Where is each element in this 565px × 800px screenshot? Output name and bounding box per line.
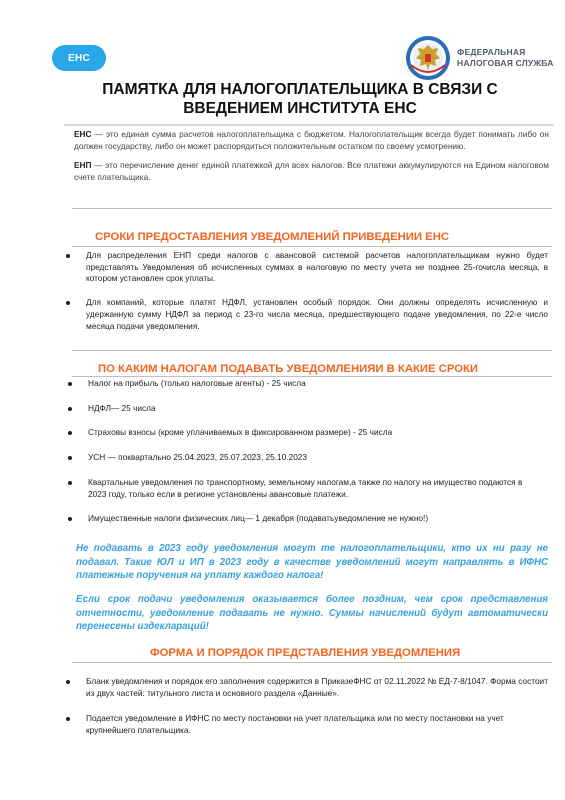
fns-emblem-icon xyxy=(405,35,451,81)
divider xyxy=(72,376,552,377)
list-item: Страховы взносы (кроме уплачиваемых в фиксированном размере) - 25 числа xyxy=(66,427,542,439)
section-heading-deadlines: СРОКИ ПРЕДОСТАВЛЕНИЯ УВЕДОМЛЕНИЙ ПРИВЕДЕНИИ ЕНС xyxy=(95,231,450,243)
section-heading-form: ФОРМА И ПОРЯДОК ПРЕДСТАВЛЕНИЯ УВЕДОМЛЕНИЯ xyxy=(150,647,461,659)
list-item: Бланк уведомления и порядок его заполнения содержится в ПриказеФНС от 02.11.2022 № ЕД-7-8/1047. Форма состоит из двух частей: титульного листа и основного раздела «Данные». xyxy=(64,676,550,699)
deadlines-list xyxy=(64,250,548,332)
list-item: Для компаний, которые платят НДФЛ, установлен особый порядок. Они должны определять исчисленную и удержанную сумму НДФЛ за период с 23-го числа месяца, предшествующего подаче уведомления, по 22-е число месяца подачи уведомления. xyxy=(64,297,548,332)
list-item: Квартальные уведомления по транспортному, земельному налогам,а также по налогу на имущество подаются в 2023 году, только если в регионе установлены авансовые платежи. xyxy=(66,477,542,500)
form-list xyxy=(64,676,550,737)
ens-badge: ЕНС xyxy=(52,45,106,71)
note-no-notification: Не подавать в 2023 году уведомления могут те налогоплательщики, кто их ни разу не подавал. Такие ЮЛ и ИП в 2023 году в качестве уведомлений могут направлять в ИФНС платежные поручения на уплату каждого налога! xyxy=(76,543,548,582)
divider xyxy=(72,662,552,663)
list-item: Для распределения ЕНП среди налогов с авансовой системой расчетов налогоплательщикам нужно будет представлять Уведомления об исчисленных суммах в налоговую по месту учета не позднее 25-гочисла месяца, в котором установлен срок уплаты. xyxy=(64,250,548,285)
logo-text xyxy=(457,47,554,69)
definition-ens xyxy=(74,128,549,153)
divider xyxy=(72,246,552,247)
list-item: Подается уведомление в ИФНС по месту постановки на учет плательщика или по месту постановки на учет крупнейшего плательщика. xyxy=(64,713,550,736)
list-item: НДФЛ— 25 числа xyxy=(66,403,542,415)
note-late-deadline: Если срок подачи уведомления оказывается более поздним, чем срок представления отчетности, уведомление подавать не нужно. Суммы начислений будут автоматически перенесены издеклараций! xyxy=(76,594,548,633)
list-item: Имущественные налоги физических лиц— 1 декабря (подаватьуведомление не нужно!) xyxy=(66,513,542,525)
definition-enp xyxy=(74,159,549,184)
list-item: УСН — поквартально 25.04.2023, 25.07.2023, 25.10.2023 xyxy=(66,452,542,464)
page-title: ПАМЯТКА ДЛЯ НАЛОГОПЛАТЕЛЬЩИКА В СВЯЗИ С ВВЕДЕНИЕМ ИНСТИТУТА ЕНС xyxy=(102,81,498,117)
definition-text: — это единая сумма расчетов налогоплательщика с бюджетом. Налогоплательщик всегда будет понимать либо он должен государству, либо он может распорядиться положительным остатком по своему усмотрению. xyxy=(74,129,549,152)
logo-line1: ФЕДЕРАЛЬНАЯ xyxy=(457,47,526,57)
term: ЕНС xyxy=(74,129,92,139)
divider xyxy=(72,350,552,351)
divider xyxy=(64,124,554,126)
definitions xyxy=(74,128,549,189)
divider xyxy=(72,208,552,209)
logo-line2: НАЛОГОВАЯ СЛУЖБА xyxy=(457,58,554,68)
definition-text: — это перечисление денег единой платежкой для всех налогов. Все платежи аккумулируются на Едином налоговом счете плательщика. xyxy=(74,159,549,182)
section-heading-taxes: ПО КАКИМ НАЛОГАМ ПОДАВАТЬ УВЕДОМЛЕНИЯИ В КАКИЕ СРОКИ xyxy=(98,363,479,375)
list-item: Налог на прибыль (только налоговые агенты) - 25 числа xyxy=(66,378,542,390)
taxes-list xyxy=(66,378,542,525)
fns-logo xyxy=(405,33,555,83)
term: ЕНП xyxy=(74,159,92,170)
